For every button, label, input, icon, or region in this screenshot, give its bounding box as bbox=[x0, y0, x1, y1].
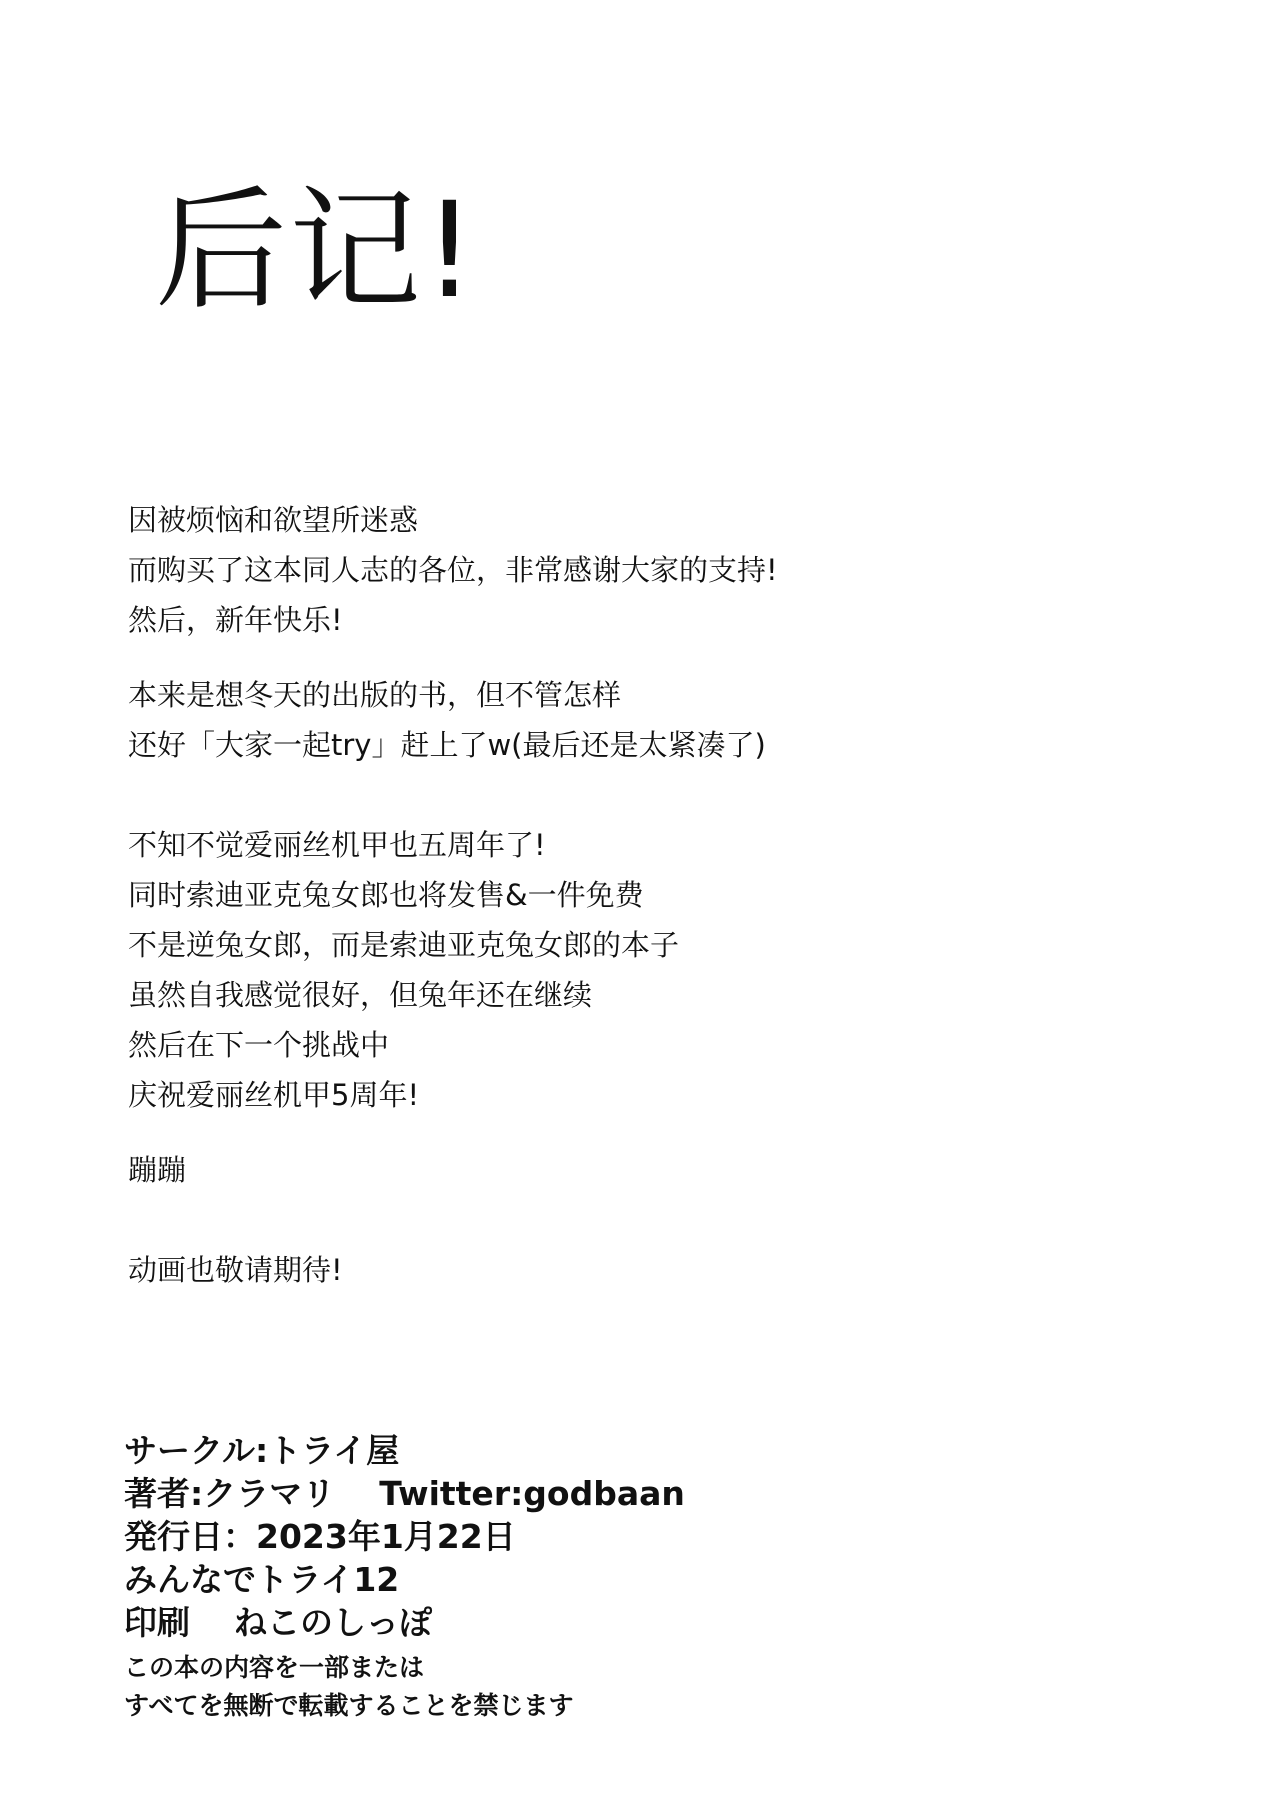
author-name: 著者:クラマリ bbox=[124, 1474, 336, 1513]
page-title: 后记! bbox=[155, 174, 478, 328]
printer-label: 印刷 bbox=[124, 1603, 190, 1642]
twitter-handle: Twitter:godbaan bbox=[379, 1474, 685, 1513]
copyright-notice: この本の内容を一部または bbox=[124, 1653, 425, 1682]
text-line: 虽然自我感觉很好，但兔年还在继续 bbox=[128, 978, 593, 1012]
text-line: 动画也敬请期待! bbox=[128, 1253, 343, 1287]
text-line: 然后在下一个挑战中 bbox=[128, 1028, 390, 1062]
text-line: 不是逆兔女郎，而是索迪亚克兔女郎的本子 bbox=[128, 928, 680, 962]
author-line bbox=[124, 1474, 685, 1514]
text-line: 而购买了这本同人志的各位，非常感谢大家的支持! bbox=[128, 553, 778, 587]
text-line: 还好「大家一起try」赶上了w(最后还是太紧凑了) bbox=[128, 728, 766, 762]
text-line: 不知不觉爱丽丝机甲也五周年了! bbox=[128, 828, 546, 862]
circle-name: サークル:トライ屋 bbox=[124, 1431, 400, 1470]
publish-date: 発行日：2023年1月22日 bbox=[124, 1517, 516, 1556]
text-line: 蹦蹦 bbox=[128, 1153, 187, 1187]
text-line: 然后，新年快乐! bbox=[128, 603, 343, 637]
series-name: みんなでトライ12 bbox=[124, 1560, 400, 1599]
text-line: 因被烦恼和欲望所迷惑 bbox=[128, 503, 419, 537]
text-line: 庆祝爱丽丝机甲5周年! bbox=[128, 1078, 420, 1112]
text-line: 本来是想冬天的出版的书，但不管怎样 bbox=[128, 678, 622, 712]
copyright-notice: すべてを無断で転載することを禁じます bbox=[124, 1691, 574, 1720]
text-line: 同时索迪亚克兔女郎也将发售&一件免费 bbox=[128, 878, 644, 912]
printer-name: ねこのしっぽ bbox=[234, 1603, 432, 1642]
printer-line bbox=[124, 1603, 432, 1643]
